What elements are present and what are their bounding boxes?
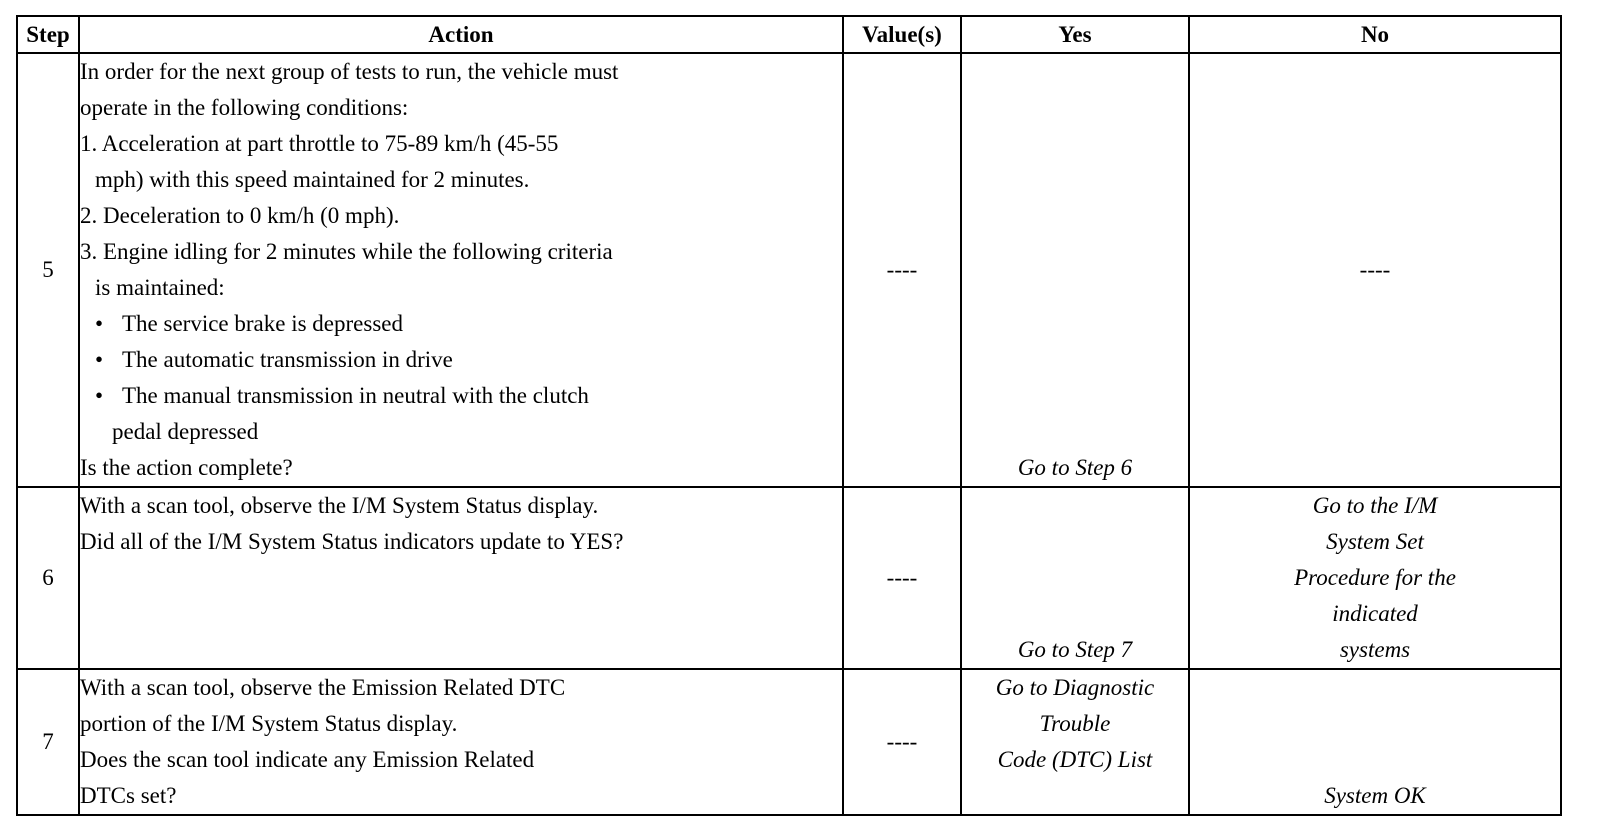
action-line: portion of the I/M System Status display. bbox=[80, 711, 458, 736]
action-line: With a scan tool, observe the Emission Related DTC bbox=[80, 675, 566, 700]
bullet-item bbox=[80, 378, 842, 414]
action-line: In order for the next group of tests to run, the vehicle must bbox=[80, 59, 619, 84]
action-line: operate in the following conditions: bbox=[80, 95, 409, 120]
no-text: System OK bbox=[1324, 783, 1426, 808]
bullet-icon: • bbox=[95, 347, 104, 372]
action-cell bbox=[79, 669, 843, 815]
action-line: 1. Acceleration at part throttle to 75-89 km/h (45-55 bbox=[80, 131, 559, 156]
header-yes: Yes bbox=[961, 16, 1189, 53]
action-line: mph) with this speed maintained for 2 minutes. bbox=[95, 167, 530, 192]
diagnostic-table bbox=[16, 15, 1562, 816]
bullet-icon: • bbox=[95, 311, 104, 336]
yes-text: Go to Step 6 bbox=[1017, 455, 1133, 480]
no-text-line: systems bbox=[1339, 637, 1411, 662]
step-number: 6 bbox=[17, 487, 79, 669]
header-values: Value(s) bbox=[843, 16, 961, 53]
action-line: is maintained: bbox=[95, 275, 225, 300]
yes-cell bbox=[961, 53, 1189, 487]
action-line: Does the scan tool indicate any Emission Related bbox=[80, 747, 535, 772]
value-cell: ---- bbox=[843, 669, 961, 815]
header-step: Step bbox=[17, 16, 79, 53]
action-cell bbox=[79, 487, 843, 669]
table-row-step-6 bbox=[17, 487, 1561, 669]
bullet-icon: • bbox=[95, 383, 104, 408]
no-cell: ---- bbox=[1189, 53, 1561, 487]
yes-text-line: Code (DTC) List bbox=[997, 747, 1153, 772]
action-line: pedal depressed bbox=[112, 419, 259, 444]
no-cell bbox=[1189, 669, 1561, 815]
header-row bbox=[17, 16, 1561, 53]
bullet-text: The manual transmission in neutral with the clutch bbox=[122, 383, 589, 408]
action-line: 3. Engine idling for 2 minutes while the following criteria bbox=[80, 239, 613, 264]
table-row-step-7 bbox=[17, 669, 1561, 815]
step-number: 7 bbox=[17, 669, 79, 815]
action-line: DTCs set? bbox=[80, 783, 177, 808]
yes-text: Go to Step 7 bbox=[1017, 637, 1133, 662]
value-cell: ---- bbox=[843, 487, 961, 669]
no-cell bbox=[1189, 487, 1561, 669]
bullet-text: The service brake is depressed bbox=[122, 311, 403, 336]
header-action: Action bbox=[79, 16, 843, 53]
bullet-item bbox=[80, 306, 842, 342]
yes-cell bbox=[961, 669, 1189, 815]
step-number: 5 bbox=[17, 53, 79, 487]
action-line: 2. Deceleration to 0 km/h (0 mph). bbox=[80, 203, 400, 228]
no-text-line: Procedure for the bbox=[1294, 565, 1456, 590]
bullet-text: The automatic transmission in drive bbox=[122, 347, 453, 372]
action-line: Is the action complete? bbox=[80, 455, 293, 480]
table-row-step-5 bbox=[17, 53, 1561, 487]
yes-text-line: Trouble bbox=[1039, 711, 1111, 736]
header-no: No bbox=[1189, 16, 1561, 53]
action-line: With a scan tool, observe the I/M System Status display. bbox=[80, 493, 599, 518]
value-cell: ---- bbox=[843, 53, 961, 487]
no-text-line: Go to the I/M bbox=[1312, 493, 1438, 518]
action-line: Did all of the I/M System Status indicators update to YES? bbox=[80, 529, 624, 554]
bullet-item bbox=[80, 342, 842, 378]
no-text-line: indicated bbox=[1332, 601, 1418, 626]
no-text-line: System Set bbox=[1326, 529, 1424, 554]
action-cell bbox=[79, 53, 843, 487]
yes-text-line: Go to Diagnostic bbox=[995, 675, 1155, 700]
yes-cell bbox=[961, 487, 1189, 669]
